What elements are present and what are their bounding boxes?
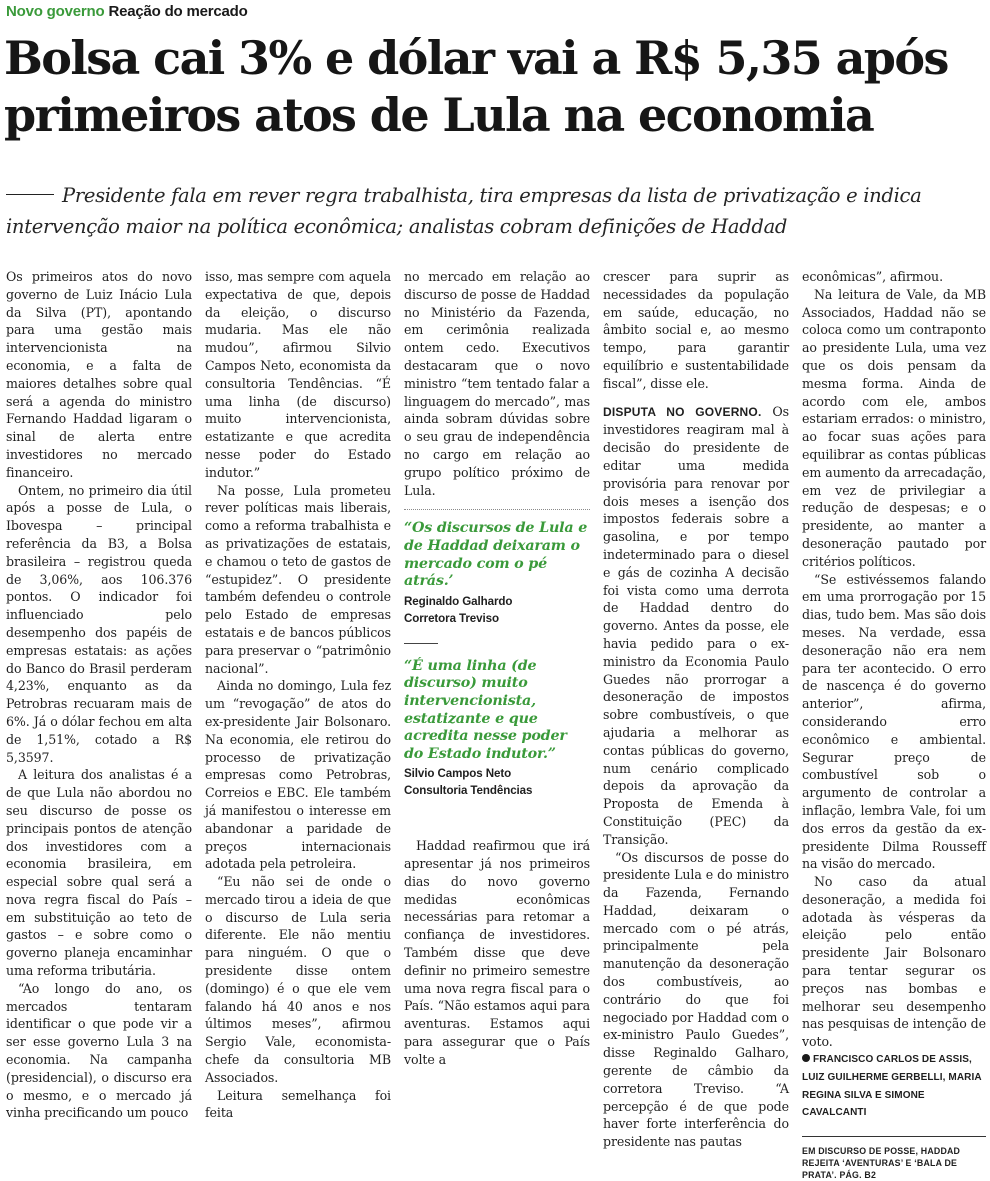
credits-text: FRANCISCO CARLOS DE ASSIS, LUIZ GUILHERME GERBELLI, MARIA REGINA SILVA E SIMONE CAVALCANTI (802, 1054, 982, 1119)
article-column-5 (802, 268, 986, 1181)
paragraph: A leitura dos analistas é a de que Lula não abordou no seu discurso de posse os principais pontos de atenção dos investidores com a economia brasileira, em especial sobre qual será a nova regra fiscal do País – em substituição ao teto de gastos – e sobre como o governo planeja encaminhar uma reforma tributária. (6, 767, 192, 979)
kicker-section: Novo governo (6, 3, 105, 20)
paragraph: no mercado em relação ao discurso de posse de Haddad no Ministério da Fazenda, em cerimônia realizada ontem cedo. Executivos destacaram que o novo ministro “tem tentado falar a linguagem do mercado”, mas ainda sobram dúvidas sobre o seu grau de independência no cargo em relação ao grupo político próximo de Lula. (404, 269, 590, 498)
deck-rule (6, 194, 54, 195)
byline-credits (802, 1051, 986, 1122)
deck (6, 180, 986, 242)
pull-quote-name: Silvio Campos Neto (404, 767, 512, 781)
article-column-3 (404, 268, 590, 1069)
paragraph: Ontem, no primeiro dia útil após a posse de Lula, o Ibovespa – principal referência da B3, a Bolsa brasileira – registrou queda de 3,06%, aos 106.376 pontos. O indicador foi influenciado pelo desempenho dos papéis de empresas estatais: as ações do Banco do Brasil perderam 4,23%, enquanto as da Petrobras recuaram mais de 6%. Já o dólar fechou em alta de 1,51%, cotado a R$ 5,3597. (6, 482, 192, 765)
paragraph: Na posse, Lula prometeu rever políticas mais liberais, como a reforma trabalhista e as privatizações de estatais, e chamou o teto de gastos de “estupidez”. O presidente também defendeu o controle pelo Estado de empresas estatais e de bancos públicos para preservar o “patrimônio nacional”. (205, 482, 391, 676)
related-article-link[interactable]: EM DISCURSO DE POSSE, HADDAD REJEITA ‘AVENTURAS’ E ‘BALA DE PRATA’. PÁG. B2 (802, 1136, 986, 1181)
paragraph: isso, mas sempre com aquela expectativa de que, depois da eleição, o discurso mudaria. Mas ele não mudou”, afirmou Silvio Campos Neto, economista da consultoria Tendências. “É uma linha (de discurso) muito intervencionista, estatizante e que acredita nesse poder do Estado indutor.” (205, 269, 391, 480)
article-column-1 (6, 268, 192, 1122)
paragraph: Leitura semelhança foi feita (205, 1087, 391, 1121)
paragraph: econômicas”, afirmou. (802, 269, 943, 284)
pull-quote-text: “É uma linha (de discurso) muito intervencionista, estatizante e que acredita nesse poder do Estado indutor.” (404, 657, 567, 762)
paragraph: Na leitura de Vale, da MB Associados, Haddad não se coloca como um contraponto ao presidente Lula, uma vez que os dois pensam da mesma forma. Ainda de acordo com ele, ambos estariam errados: o ministro, ao focar suas ações para equilibrar as contas públicas em aumento da arrecadação, em vez de privilegiar a redução de despesas; e o presidente, ao manter a desoneração pautado por critérios políticos. (802, 286, 986, 569)
paragraph: “Eu não sei de onde o mercado tirou a ideia de que o discurso de Lula seria diferente. Ele não mentiu para ninguém. O que o presidente disse ontem (domingo) é o que ele vem falando há 40 anos e nos últimos meses”, afirmou Sergio Vale, economista-chefe da consultoria MB Associados. (205, 874, 391, 1085)
pull-quote-org: Corretora Treviso (404, 611, 499, 625)
bullet-icon (802, 1054, 810, 1062)
pull-quote-text: “Os discursos de Lula e de Haddad deixaram o mercado com o pé atrás.’ (404, 520, 588, 590)
paragraph: Ainda no domingo, Lula fez um “revogação” de atos do ex-presidente Jair Bolsonaro. Na economia, ele retirou do processo de privatização empresas como Petrobras, Correios e EBC. Ele também já manifestou o interesse em abandonar a paridade de preços internacionais adotada pela petroleira. (205, 678, 391, 872)
paragraph: “Os discursos de posse do presidente Lula e do ministro da Fazenda, Fernando Haddad, deixaram o mercado com o pé atrás, principalmente pela manutenção da desoneração dos combustíveis, ao contrário do que foi negociado por Haddad com o ex-ministro Paulo Guedes”, disse Reginaldo Galharo, gerente de câmbio da corretora Treviso. “A percepção é de que pode haver forte interferência do presidente nas pautas (603, 849, 789, 1150)
paragraph: Haddad reafirmou que irá apresentar já nos primeiros dias do novo governo medidas econômicas necessárias para retomar a confiança de investidores. Também disse que deve definir no primeiro semestre uma nova regra fiscal para o País. “Não estamos aqui para aventuras. Estamos aqui para assegurar que o País volte a (404, 838, 590, 1067)
paragraph: “Ao longo do ano, os mercados tentaram identificar o que pode vir a ser esse governo Lula 3 na economia. Na campanha (presidencial), o discurso era o mesmo, e o mercado já vinha precificando um pouco (6, 980, 192, 1121)
pull-quote-divider (404, 643, 438, 644)
subhead: DISPUTA NO GOVERNO. (603, 404, 762, 419)
article-column-4 (603, 268, 789, 1151)
paragraph: “Se estivéssemos falando em uma prorrogação por 15 dias, tudo bem. Mas são dois meses. Na verdade, essa desoneração não era nem para ter acontecido. O erro de nascença é do governo anterior”, afirma, considerando erro econômico e ambiental. Segurar preço de combustível sob o argumento de controlar a inflação, lembra Vale, foi um dos erros da gestão da ex-presidente Dilma Rousseff na visão do mercado. (802, 571, 986, 872)
pull-quote-attribution (404, 593, 590, 627)
pull-quote-org: Consultoria Tendências (404, 784, 533, 798)
kicker-topic: Reação do mercado (108, 3, 248, 20)
paragraph: No caso da atual desoneração, a medida foi adotada às vésperas da eleição pelo então presidente Jair Bolsonaro para tentar segurar os preços nas bombas e melhorar seu desempenho nas pesquisas de intenção de voto. (802, 874, 986, 1050)
deck-text: Presidente fala em rever regra trabalhista, tira empresas da lista de privatização e indica intervenção maior na política econômica; analistas cobram definições de Haddad (6, 184, 922, 238)
paragraph-text: Os investidores reagiram mal à decisão do presidente de editar uma medida provisória para renovar por dois meses a isenção dos impostos federais sobre a gasolina, e por tempo indeterminado para o diesel e gás de cozinha A decisão foi vista como uma derrota de Haddad dentro do governo. Antes da posse, ele havia pedido para o ex-ministro da Economia Paulo Guedes não prorrogar a desoneração de impostos sobre combustíveis, o que ajudaria a melhorar as contas públicas do governo, num cenário complicado depois da aprovação da Proposta de Emenda à Constituição (PEC) da Transição. (603, 403, 790, 847)
headline: Bolsa cai 3% e dólar vai a R$ 5,35 após primeiros atos de Lula na economia (4, 31, 948, 142)
paragraph: crescer para suprir as necessidades da população em saúde, educação, no âmbito social e, ao mesmo tempo, para garantir equilíbrio e sustentabilidade fiscal”, disse ele. (603, 269, 789, 391)
pull-quote-name: Reginaldo Galhardo (404, 594, 513, 608)
paragraph: Os primeiros atos do novo governo de Luiz Inácio Lula da Silva (PT), apontando para uma gestão mais intervencionista na economia, e a falta de maiores detalhes sobre qual será a agenda do ministro Fernando Haddad ligaram o sinal de alerta entre investidores no mercado financeiro. (6, 269, 192, 480)
pull-quote-1 (404, 509, 590, 799)
kicker (6, 3, 248, 20)
article-column-2 (205, 268, 391, 1122)
pull-quote-attribution (404, 765, 590, 799)
paragraph (603, 403, 789, 849)
